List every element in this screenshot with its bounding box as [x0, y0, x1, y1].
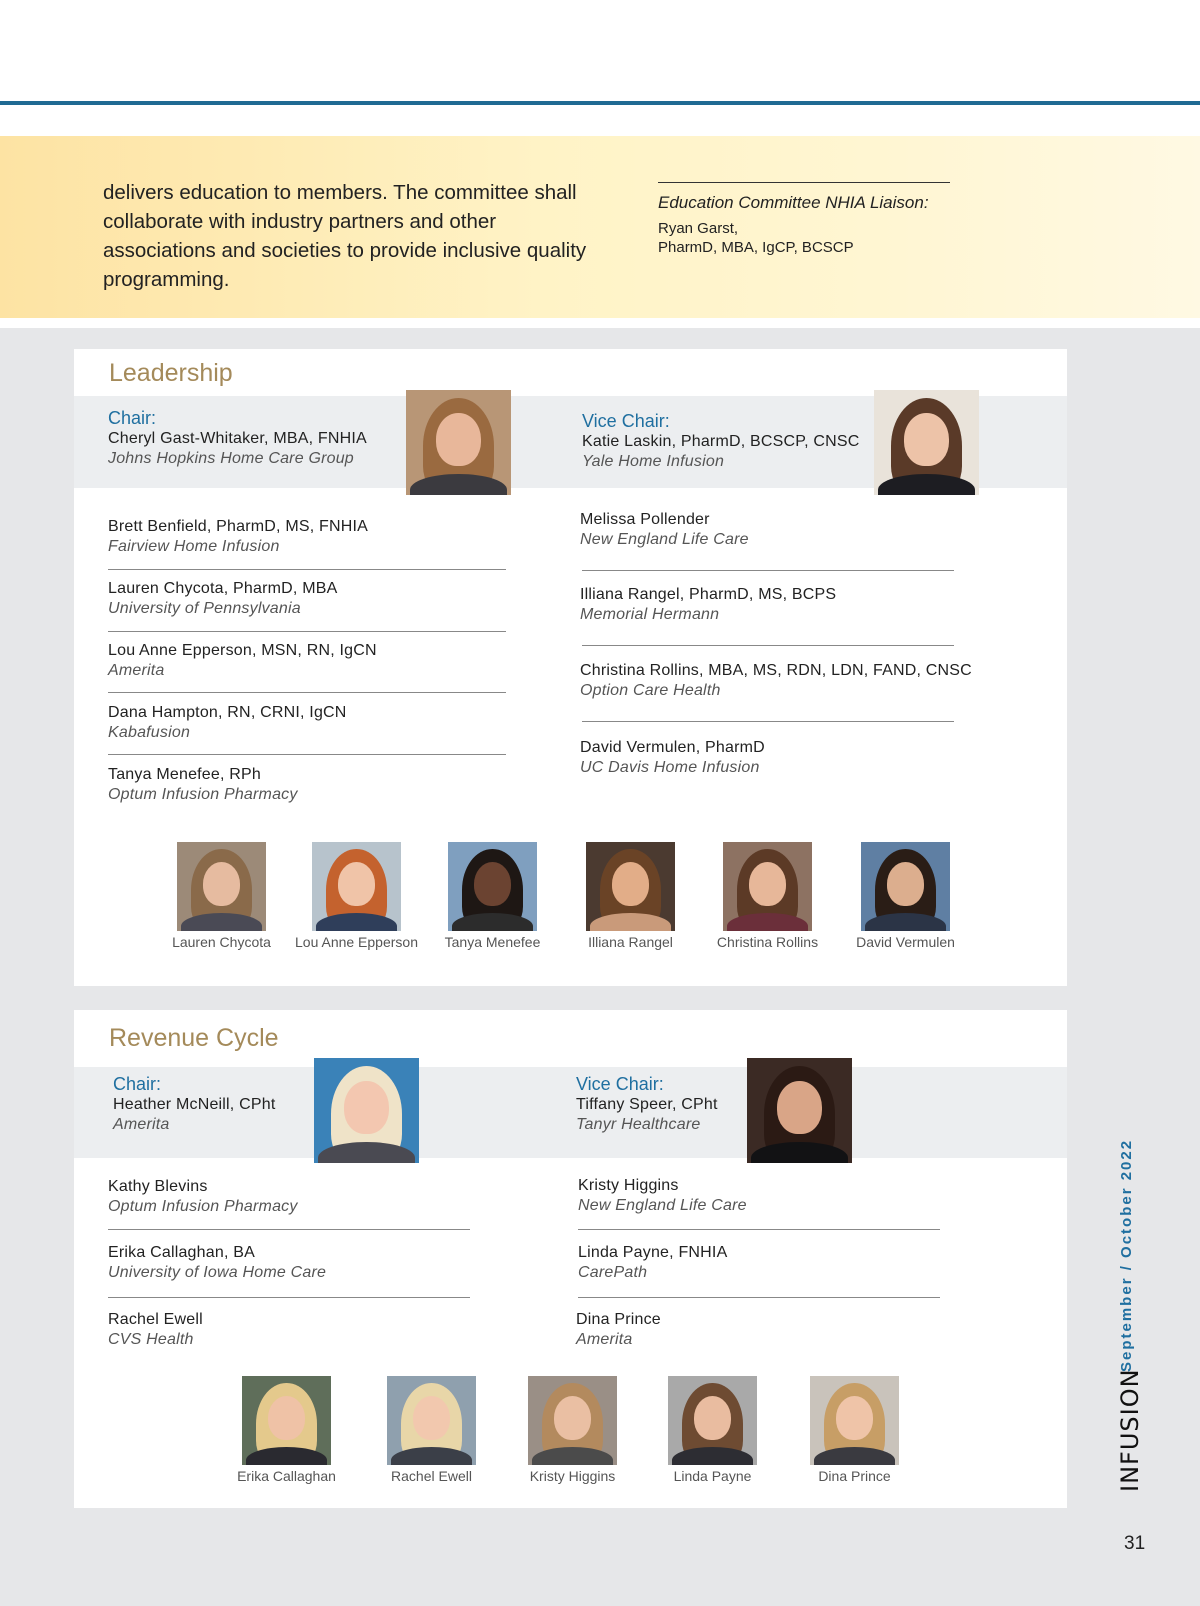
chair-role: Chair: [113, 1074, 162, 1094]
member-org: UC Davis Home Infusion [580, 759, 760, 776]
chair-block [113, 1074, 275, 1135]
divider [108, 631, 506, 632]
leadership-card [74, 349, 1067, 986]
chair-org: Johns Hopkins Home Care Group [108, 450, 354, 467]
member-name: Lauren Chycota, PharmD, MBA [108, 580, 338, 597]
photo-caption: Kristy Higgins [529, 1468, 616, 1484]
member-photo [810, 1376, 899, 1484]
member-photo [586, 842, 675, 950]
member-photo [528, 1376, 617, 1484]
member-org: Option Care Health [580, 682, 721, 699]
vice-chair-block [576, 1074, 718, 1135]
divider [108, 569, 506, 570]
member-org: University of Pennsylvania [108, 600, 301, 617]
chair-org: Amerita [113, 1116, 170, 1133]
divider [582, 721, 954, 722]
photo-caption: Dina Prince [818, 1468, 891, 1484]
member-item [108, 579, 338, 619]
member-item [580, 661, 972, 701]
member-item [576, 1310, 661, 1350]
vice-chair-photo [747, 1058, 852, 1163]
member-item [108, 703, 347, 743]
member-photo [172, 842, 271, 950]
member-name: David Vermulen, PharmD [580, 739, 765, 756]
member-item [578, 1176, 747, 1216]
member-name: Linda Payne, FNHIA [578, 1244, 728, 1261]
photo-caption: Tanya Menefee [444, 934, 541, 950]
divider [108, 754, 506, 755]
divider [582, 645, 954, 646]
photo-caption: Lauren Chycota [172, 934, 271, 950]
member-photo [444, 842, 541, 950]
member-org: Amerita [108, 662, 165, 679]
photo-caption: Christina Rollins [716, 934, 819, 950]
chair-photo [406, 390, 511, 495]
member-org: Amerita [576, 1331, 633, 1348]
divider [108, 692, 506, 693]
member-org: Optum Infusion Pharmacy [108, 1198, 298, 1215]
vice-chair-name: Tiffany Speer, CPht [576, 1096, 718, 1113]
member-item [578, 1243, 727, 1283]
member-name: Dina Prince [576, 1311, 661, 1328]
divider [108, 1229, 470, 1230]
vice-chair-block [582, 411, 860, 472]
revenue-cycle-card [74, 1010, 1067, 1508]
intro-band [0, 136, 1200, 318]
member-name: Erika Callaghan, BA [108, 1244, 255, 1261]
member-name: Rachel Ewell [108, 1311, 203, 1328]
vice-chair-photo [874, 390, 979, 495]
member-org: CVS Health [108, 1331, 194, 1348]
member-name: Dana Hampton, RN, CRNI, IgCN [108, 704, 347, 721]
divider [578, 1229, 940, 1230]
section-title: Leadership [109, 359, 233, 387]
vice-chair-role: Vice Chair: [582, 411, 670, 431]
member-item [580, 738, 765, 778]
vice-chair-role: Vice Chair: [576, 1074, 664, 1094]
member-org: New England Life Care [580, 531, 749, 548]
member-photo [716, 842, 819, 950]
vice-chair-org: Tanyr Healthcare [576, 1116, 701, 1133]
member-item [108, 1177, 298, 1217]
vice-chair-org: Yale Home Infusion [582, 453, 725, 470]
member-name: Lou Anne Epperson, MSN, RN, IgCN [108, 642, 377, 659]
page-number: 31 [1124, 1533, 1146, 1554]
member-org: University of Iowa Home Care [108, 1264, 327, 1281]
member-org: Kabafusion [108, 724, 191, 741]
issue-date: September / October 2022 [1118, 1138, 1135, 1372]
photo-caption: Rachel Ewell [391, 1468, 472, 1484]
member-item [108, 517, 368, 557]
member-org: Optum Infusion Pharmacy [108, 786, 298, 803]
member-name: Christina Rollins, MBA, MS, RDN, LDN, FAND, CNSC [580, 662, 972, 679]
liaison-block [658, 182, 950, 257]
member-name: Brett Benfield, PharmD, MS, FNHIA [108, 518, 369, 535]
photo-caption: Erika Callaghan [237, 1468, 336, 1484]
member-item [108, 765, 298, 805]
member-item [580, 585, 836, 625]
chair-role: Chair: [108, 408, 157, 428]
photo-caption: Linda Payne [673, 1468, 752, 1484]
divider [108, 1297, 470, 1298]
liaison-title: Education Committee NHIA Liaison: [658, 193, 929, 212]
member-org: New England Life Care [578, 1197, 747, 1214]
member-name: Kristy Higgins [578, 1177, 679, 1194]
member-photo [856, 842, 955, 950]
section-title: Revenue Cycle [109, 1024, 279, 1052]
member-photo [295, 842, 418, 950]
member-name: Illiana Rangel, PharmD, MS, BCPS [580, 586, 837, 603]
photo-caption: David Vermulen [856, 934, 955, 950]
photo-caption: Lou Anne Epperson [295, 934, 418, 950]
intro-paragraph: delivers education to members. The committee shall collaborate with industry partners and other associations and societies to provide inclusive quality programming. [103, 181, 587, 291]
member-name: Melissa Pollender [580, 511, 710, 528]
vice-chair-name: Katie Laskin, PharmD, BCSCP, CNSC [582, 433, 860, 450]
liaison-name: Ryan Garst, [658, 220, 739, 237]
liaison-credentials: PharmD, MBA, IgCP, BCSCP [658, 239, 854, 256]
member-photo [237, 1376, 336, 1484]
infusion-logo: INFUSION [1116, 1368, 1144, 1492]
member-org: CarePath [578, 1264, 648, 1281]
chair-photo [314, 1058, 419, 1163]
member-photo [668, 1376, 757, 1484]
member-item [108, 1310, 203, 1350]
header-rule [0, 101, 1200, 105]
member-name: Kathy Blevins [108, 1178, 208, 1195]
chair-name: Heather McNeill, CPht [113, 1096, 276, 1113]
member-item [108, 641, 377, 681]
chair-name: Cheryl Gast-Whitaker, MBA, FNHIA [108, 430, 367, 447]
divider [578, 1297, 940, 1298]
divider [582, 570, 954, 571]
member-org: Memorial Hermann [580, 606, 720, 623]
member-name: Tanya Menefee, RPh [108, 766, 262, 783]
member-org: Fairview Home Infusion [108, 538, 280, 555]
photo-caption: Illiana Rangel [588, 934, 673, 950]
member-item [580, 510, 749, 550]
member-item [108, 1243, 326, 1283]
member-photo [387, 1376, 476, 1484]
chair-block [108, 408, 367, 469]
